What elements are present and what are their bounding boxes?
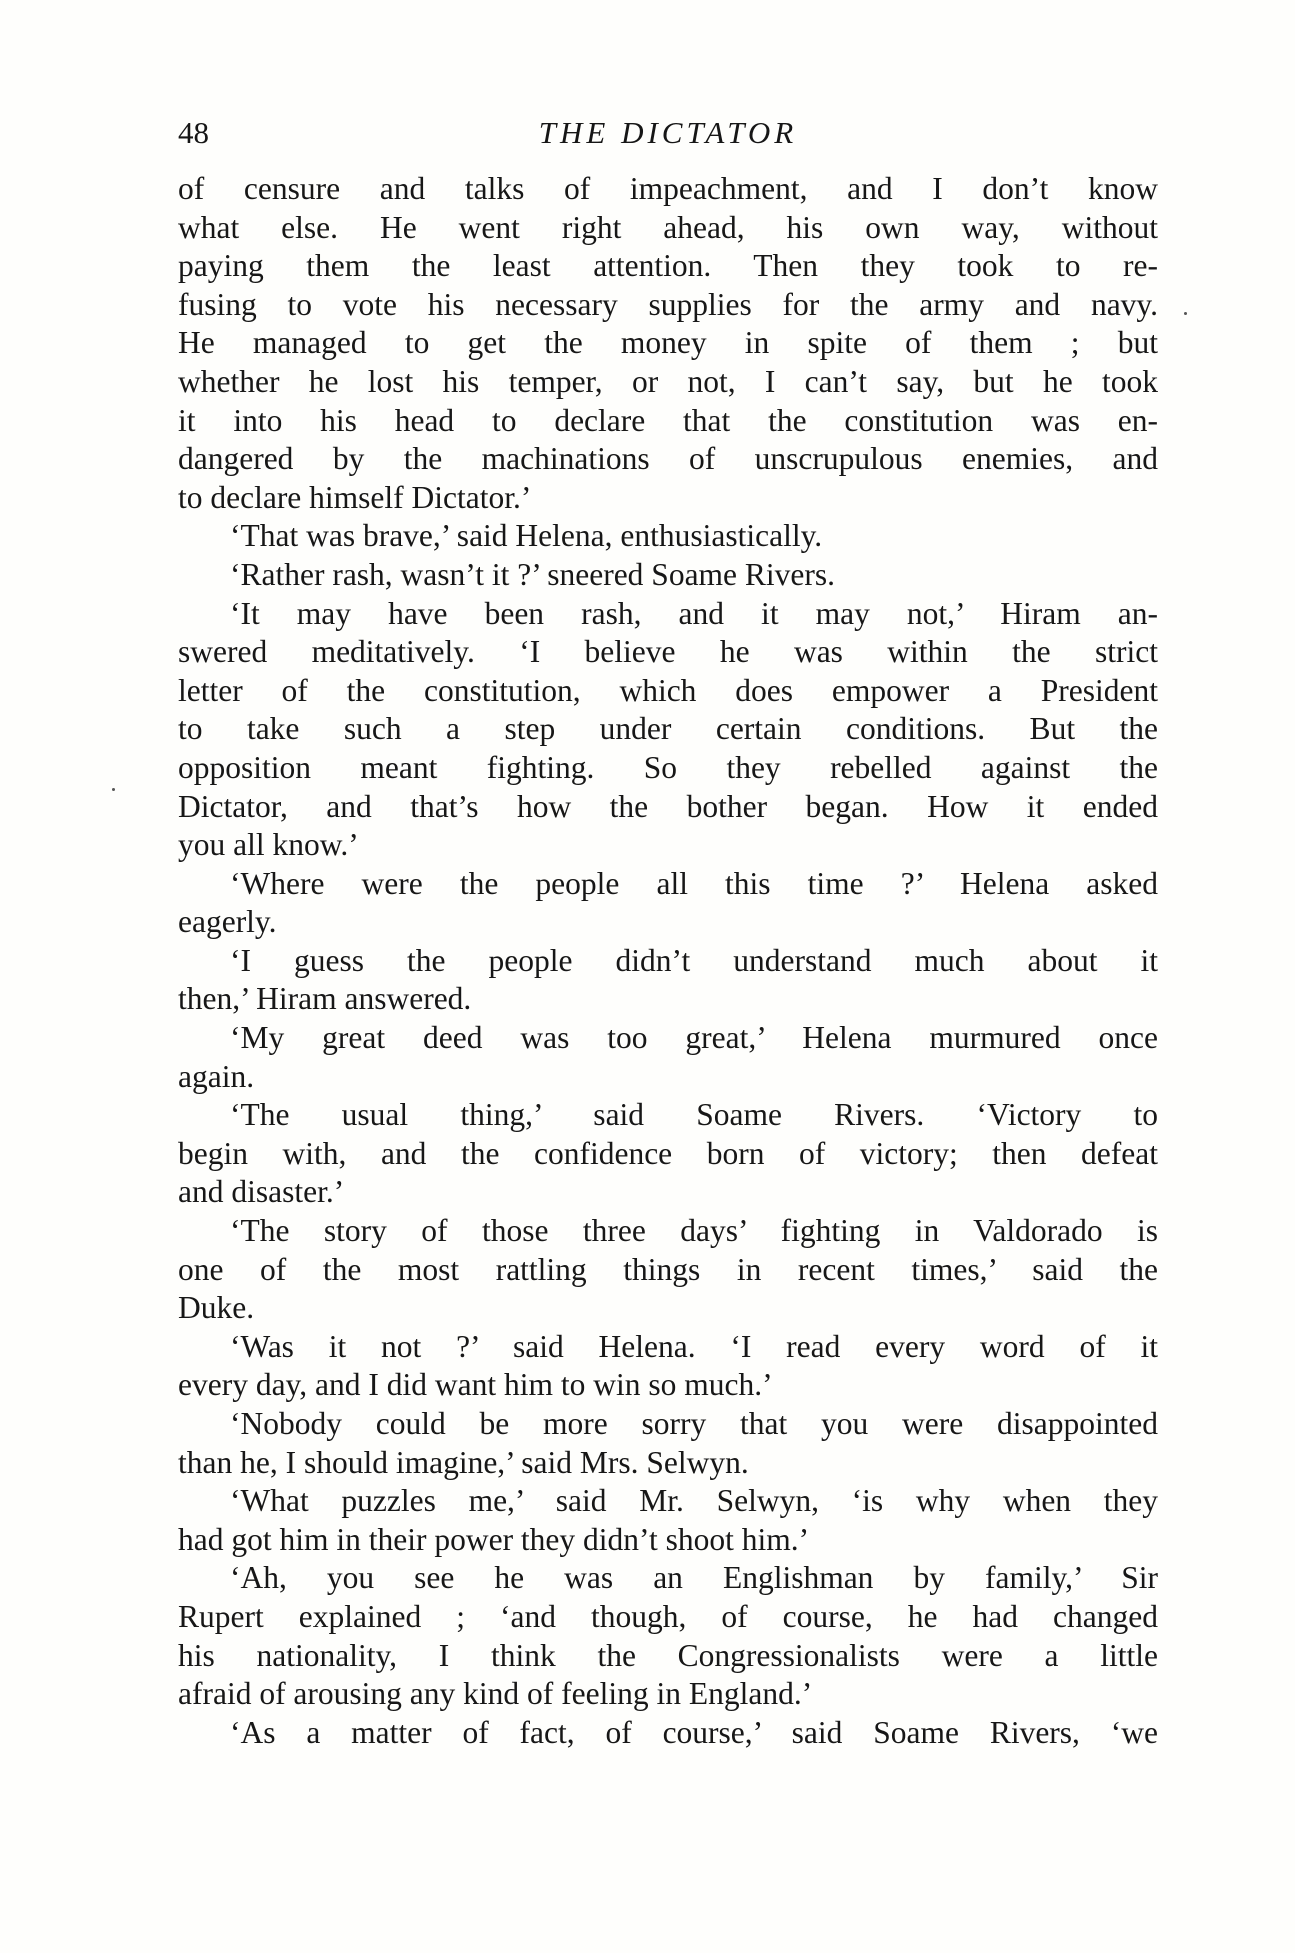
text-line: afraid of arousing any kind of feeling in England.’ bbox=[178, 1676, 813, 1712]
print-speck bbox=[112, 788, 115, 791]
text-line: you all know.’ bbox=[178, 827, 359, 863]
text-line: paying them the least attention. Then they took to re- bbox=[178, 248, 1158, 284]
running-title: THE DICTATOR bbox=[538, 115, 798, 150]
text-line: what else. He went right ahead, his own way, without bbox=[178, 209, 1158, 245]
body-text bbox=[178, 170, 1158, 1752]
text-line: ‘What puzzles me,’ said Mr. Selwyn, ‘is why when they bbox=[230, 1483, 1158, 1519]
text-line: ‘Ah, you see he was an Englishman by family,’ Sir bbox=[230, 1560, 1158, 1596]
text-line: and disaster.’ bbox=[178, 1174, 345, 1210]
print-speck bbox=[1184, 312, 1187, 315]
text-line: ‘I guess the people didn’t understand much about it bbox=[230, 942, 1158, 978]
text-line: to declare himself Dictator.’ bbox=[178, 479, 532, 515]
text-line: Dictator, and that’s how the bother began. How it ended bbox=[178, 788, 1158, 824]
text-line: ‘The usual thing,’ said Soame Rivers. ‘Victory to bbox=[230, 1097, 1158, 1133]
text-line: ‘My great deed was too great,’ Helena murmured once bbox=[230, 1020, 1158, 1056]
text-line: He managed to get the money in spite of them ; but bbox=[178, 325, 1158, 361]
text-line: ‘It may have been rash, and it may not,’ Hiram an- bbox=[230, 595, 1158, 631]
text-line: ‘Rather rash, wasn’t it ?’ sneered Soame Rivers. bbox=[230, 556, 836, 592]
text-line: Duke. bbox=[178, 1290, 255, 1326]
text-line: had got him in their power they didn’t shoot him.’ bbox=[178, 1521, 810, 1557]
text-line: eagerly. bbox=[178, 904, 277, 940]
text-line: whether he lost his temper, or not, I can’t say, but he took bbox=[178, 363, 1158, 399]
running-head bbox=[178, 108, 1158, 158]
text-line: than he, I should imagine,’ said Mrs. Selwyn. bbox=[178, 1444, 749, 1480]
text-line: letter of the constitution, which does empower a President bbox=[178, 672, 1158, 708]
text-line: ‘Was it not ?’ said Helena. ‘I read every word of it bbox=[230, 1328, 1158, 1364]
text-line: of censure and talks of impeachment, and I don’t know bbox=[178, 171, 1158, 206]
text-line: his nationality, I think the Congressionalists were a little bbox=[178, 1637, 1158, 1673]
page-number: 48 bbox=[178, 115, 209, 150]
text-line: ‘Where were the people all this time ?’ Helena asked bbox=[230, 865, 1158, 901]
text-line: again. bbox=[178, 1058, 255, 1094]
text-line: ‘As a matter of fact, of course,’ said Soame Rivers, ‘we bbox=[230, 1714, 1158, 1750]
text-line: begin with, and the confidence born of victory; then defeat bbox=[178, 1135, 1158, 1171]
text-line: to take such a step under certain conditions. But the bbox=[178, 711, 1158, 747]
text-line: opposition meant fighting. So they rebelled against the bbox=[178, 749, 1158, 785]
text-line: fusing to vote his necessary supplies for the army and navy. bbox=[178, 286, 1158, 322]
text-line: Rupert explained ; ‘and though, of course, he had changed bbox=[178, 1598, 1158, 1634]
text-line: every day, and I did want him to win so much.’ bbox=[178, 1367, 773, 1403]
text-line: dangered by the machinations of unscrupulous enemies, and bbox=[178, 441, 1158, 477]
text-line: one of the most rattling things in recent times,’ said the bbox=[178, 1251, 1158, 1287]
text-line: ‘Nobody could be more sorry that you were disappointed bbox=[230, 1406, 1158, 1441]
text-line: ‘That was brave,’ said Helena, enthusiastically. bbox=[230, 518, 823, 554]
text-line: ‘The story of those three days’ fighting in Valdorado is bbox=[230, 1213, 1158, 1249]
text-line: then,’ Hiram answered. bbox=[178, 981, 472, 1017]
text-line: it into his head to declare that the constitution was en- bbox=[178, 402, 1158, 438]
text-line: swered meditatively. ‘I believe he was within the strict bbox=[178, 634, 1158, 670]
